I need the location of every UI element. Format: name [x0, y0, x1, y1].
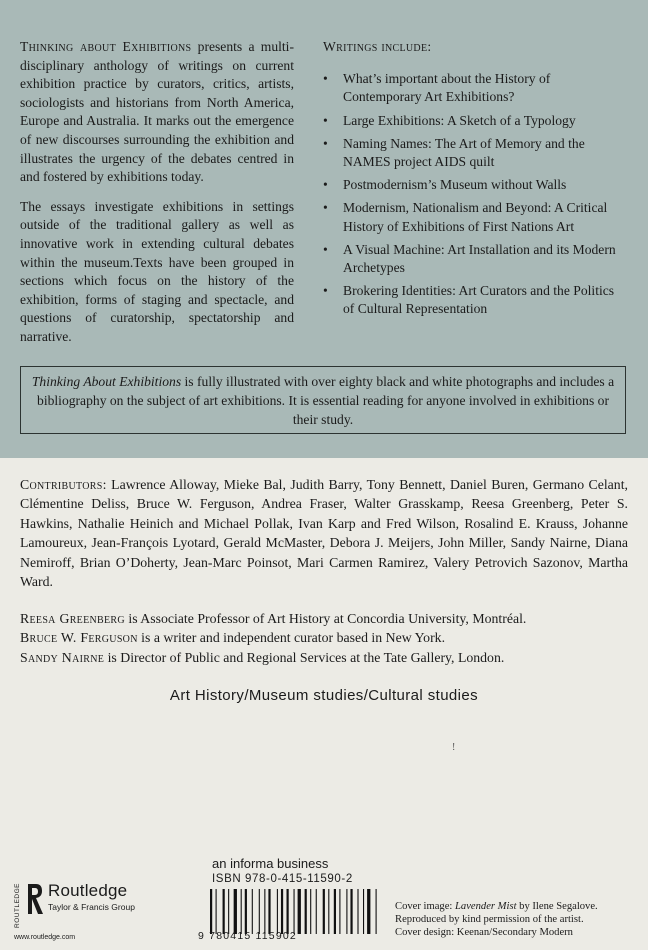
contributors-list: Lawrence Alloway, Mieke Bal, Judith Barry, Tony Bennett, Daniel Buren, Germano Celant, Clémentine Deliss, Bruce W. Ferguson, Andrea Fraser, Walter Grasskamp, Reesa Greenberg, Peter S. Hawkins, Nathalie Heinich and Michael Pollak, Ivan Karp and Fred Wilson, Rosalind E. Krauss, Johanne Lamoureux, Jean-François Lyotard, Gerald McMaster, Debora J. Meijers, John Miller, Sandy Nairne, Diana Nemiroff, Brian O’Doherty, Jean-Marc Poinsot, Mari Carmen Ramirez, Valery Petrovich Sazonov, Martha Ward. — [20, 477, 628, 590]
list-item-text: Modernism, Nationalism and Beyond: A Critical History of Exhibitions of First Nations Art — [343, 200, 608, 234]
bio-line — [20, 648, 630, 667]
contributors — [20, 475, 628, 591]
list-item — [323, 199, 623, 235]
bio-text: is a writer and independent curator based in New York. — [137, 630, 446, 646]
barcode-digits: 9 780415 115902 — [198, 930, 297, 942]
bullet-icon: • — [323, 283, 328, 299]
cover-design-credit: Cover design: Keenan/Secondary Modern — [395, 927, 573, 939]
subject-categories: Art History/Museum studies/Cultural studies — [169, 687, 479, 704]
list-item-text: Postmodernism’s Museum without Walls — [343, 177, 567, 193]
cover-image-credit — [395, 900, 645, 913]
box-text: is fully illustrated with over eighty black and white photographs and includes a bibliography on the subject of art exhibitions. It is essential reading for anyone involved in exhibitions or their study. — [37, 374, 615, 427]
book-title-lead: Thinking about Exhibitions — [20, 39, 192, 54]
bio-line — [20, 609, 630, 628]
bio-line — [20, 628, 630, 647]
list-item — [323, 112, 623, 130]
writings-list — [323, 38, 623, 324]
bio-name: Sandy Nairne — [20, 649, 105, 665]
cover-credits — [395, 900, 645, 940]
bio-text: is Associate Professor of Art History at Concordia University, Montréal. — [124, 611, 527, 626]
barcode-bars — [210, 889, 382, 934]
routledge-r-icon — [25, 881, 45, 917]
intro-paragraph-1-text: presents a multi-disciplinary anthology of writings on current exhibition practice by curators, critics, artists, sociologists and historians from North America, Europe and Australia. It marks out the emergence of new discourses surrounding the exhibition and illustrates the urgency of the debates centred in and fostered by exhibitions today. — [20, 39, 294, 185]
reproduction-note: Reproduced by kind permission of the artist. — [395, 914, 584, 926]
editor-bios — [20, 609, 630, 667]
bullet-icon: • — [323, 112, 328, 128]
stray-mark: ! — [452, 742, 456, 753]
list-item-text: Large Exhibitions: A Sketch of a Typology — [343, 112, 576, 128]
publisher-website: www.routledge.com — [14, 934, 76, 941]
list-item-text: Brokering Identities: Art Curators and the Politics of Cultural Representation — [343, 283, 615, 317]
list-item-text: What’s important about the History of Contemporary Art Exhibitions? — [343, 71, 551, 105]
intro-paragraph-2: The essays investigate exhibitions in settings outside of the traditional gallery as well as innovative work in extending cultural debates within the museum.Texts have been grouped in sections which focus on the history of the exhibition, forms of staging and spectacle, and questions of curatorship, spectatorship and narrative. — [20, 198, 294, 344]
bullet-icon: • — [323, 177, 328, 193]
publisher-logo — [14, 881, 204, 928]
bullet-icon: • — [323, 135, 328, 151]
box-book-title: Thinking About Exhibitions — [31, 374, 182, 389]
publisher-group: Taylor & Francis Group — [48, 902, 135, 912]
bio-text: is Director of Public and Regional Services at the Tate Gallery, London. — [104, 649, 505, 665]
informa-tagline: an informa business — [212, 856, 329, 871]
list-item-text: A Visual Machine: Art Installation and its Modern Archetypes — [343, 241, 616, 276]
isbn-text: ISBN 978-0-415-11590-2 — [212, 873, 353, 885]
list-item-text: Naming Names: The Art of Memory and the NAMES project AIDS quilt — [343, 135, 585, 170]
bullet-icon: • — [323, 71, 328, 87]
publisher-spine-text: ROUTLEDGE — [14, 883, 21, 928]
highlight-box — [20, 366, 626, 434]
publisher-name: Routledge — [48, 881, 128, 900]
intro-paragraph-1 — [20, 38, 294, 187]
cover-image-artist: by Ilene Segalove. — [516, 901, 598, 912]
writings-heading: Writings include: — [323, 39, 432, 54]
cover-image-title: Lavender Mist — [455, 901, 517, 912]
contributors-label: Contributors: — [20, 477, 107, 492]
intro-text — [20, 38, 294, 358]
list-item — [323, 176, 623, 194]
bullet-icon: • — [323, 241, 328, 257]
list-item — [323, 135, 623, 171]
cover-image-label: Cover image: — [395, 901, 456, 912]
bio-name: Reesa Greenberg — [20, 611, 125, 626]
list-item — [323, 282, 623, 318]
bio-name: Bruce W. Ferguson — [20, 630, 138, 646]
list-item — [323, 241, 623, 277]
list-item — [323, 70, 623, 106]
barcode — [210, 889, 382, 934]
bullet-icon: • — [323, 200, 328, 216]
